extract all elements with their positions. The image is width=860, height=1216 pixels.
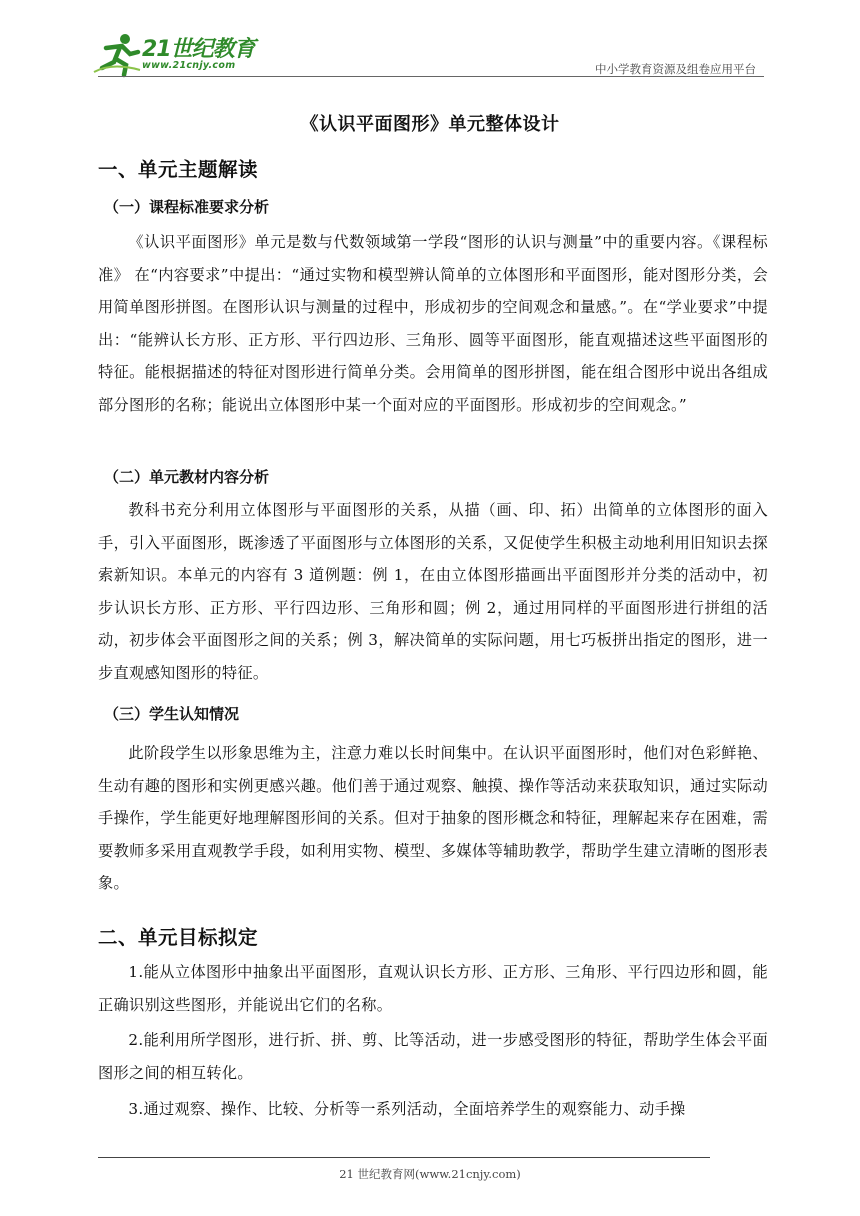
runner-logo-icon	[92, 32, 144, 78]
logo	[92, 32, 262, 78]
paragraph: 《认识平面图形》单元是数与代数领域第一学段“图形的认识与测量”中的重要内容。《课程标准》 在“内容要求”中提出：“通过实物和模型辨认简单的立体图形和平面图形，能对图形分类，会用简单图形拼图。在图形认识与测量的过程中，形成初步的空间观念和量感。”。在“学业要求”中提出：“能辨认长方形、正方形、平行四边形、三角形、圆等平面图形，能直观描述这些平面图形的特征。能根据描述的特征对图形进行简单分类。会用简单的图形拼图，能在组合图形中说出各组成部分图形的名称；能说出立体图形中某一个面对应的平面图形。形成初步的空间观念。”	[98, 233, 768, 414]
page-header	[92, 28, 764, 80]
page-footer: 21 世纪教育网(www.21cnjy.com)	[339, 1167, 521, 1181]
paragraph: 此阶段学生以形象思维为主，注意力难以长时间集中。在认识平面图形时，他们对色彩鲜艳、生动有趣的图形和实例更感兴趣。他们善于通过观察、触摸、操作等活动来获取知识，通过实际动手操作，学生能更好地理解图形间的关系。但对于抽象的图形概念和特征，理解起来存在困难，需要教师多采用直观教学手段，如利用实物、模型、多媒体等辅助教学，帮助学生建立清晰的图形表象。	[98, 744, 768, 893]
document-title: 《认识平面图形》单元整体设计	[300, 114, 560, 135]
section-heading: 二、单元目标拟定	[98, 926, 259, 949]
subsection-heading: （三）学生认知情况	[104, 705, 240, 723]
footer-divider	[98, 1157, 710, 1158]
list-item: 2.能利用所学图形，进行折、拼、剪、比等活动，进一步感受图形的特征，帮助学生体会平面图形之间的相互转化。	[98, 1031, 768, 1082]
list-item: 3.通过观察、操作、比较、分析等一系列活动，全面培养学生的观察能力、动手操	[128, 1100, 686, 1118]
logo-text: 21世纪教育	[142, 37, 255, 62]
subsection-heading: （一）课程标准要求分析	[104, 198, 270, 216]
list-item: 1.能从立体图形中抽象出平面图形，直观认识长方形、正方形、三角形、平行四边形和圆，能正确识别这些图形，并能说出它们的名称。	[98, 963, 768, 1014]
header-divider	[98, 76, 764, 77]
logo-url: www.21cnjy.com	[142, 60, 236, 71]
section-heading: 一、单元主题解读	[98, 158, 259, 181]
paragraph: 教科书充分利用立体图形与平面图形的关系，从描（画、印、拓）出简单的立体图形的面入手，引入平面图形，既渗透了平面图形与立体图形的关系，又促使学生积极主动地利用旧知识去探索新知识。本单元的内容有 3 道例题：例 1，在由立体图形描画出平面图形并分类的活动中，初步认识长方形、正方形、平行四边形、三角形和圆；例 2，通过用同样的平面图形进行拼组的活动，初步体会平面图形之间的关系；例 3，解决简单的实际问题，用七巧板拼出指定的图形，进一步直观感知图形的特征。	[98, 501, 768, 682]
subsection-heading: （二）单元教材内容分析	[104, 468, 270, 486]
platform-name: 中小学教育资源及组卷应用平台	[595, 62, 756, 76]
